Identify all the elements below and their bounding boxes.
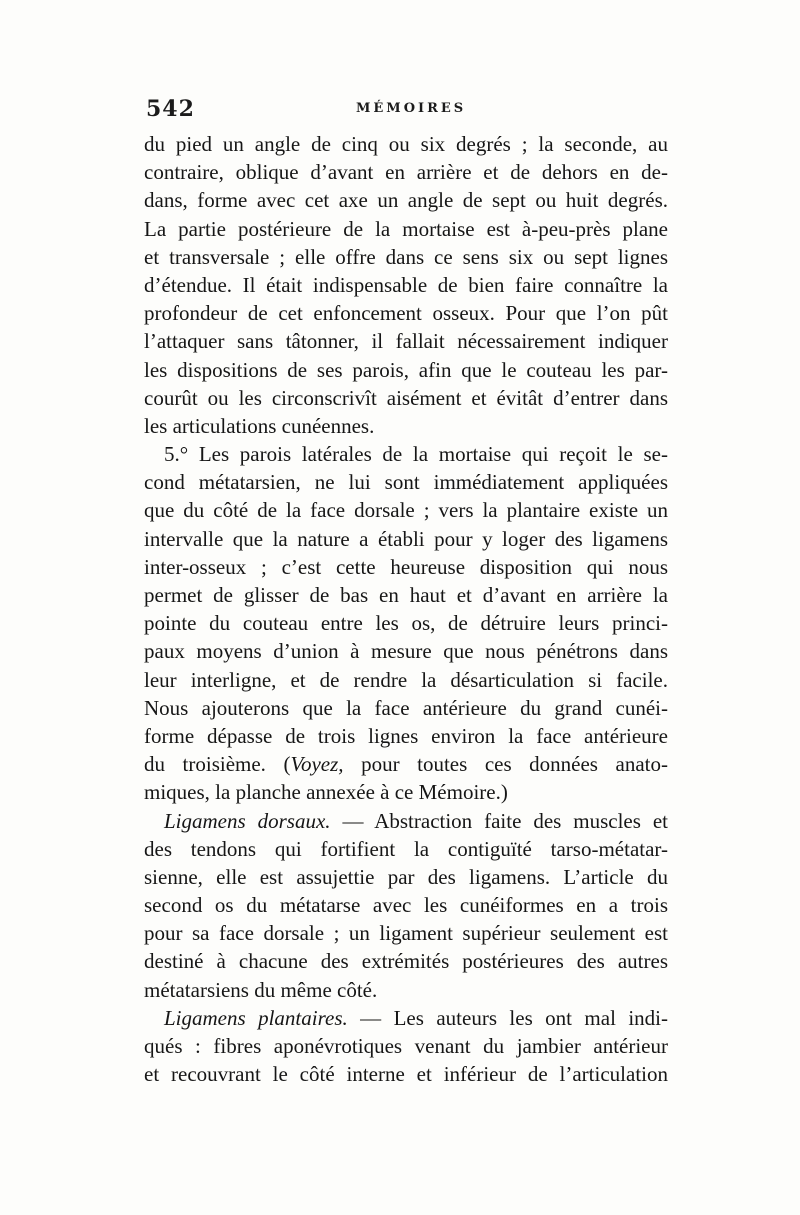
text-fragment: du troisième. ( [144,752,291,777]
text-line: second os du métatarse avec les cunéiformes en a trois [144,893,668,918]
text-line: les articulations cunéennes. [144,413,375,438]
text-line: et recouvrant le côté interne et inférieur de l’articulation [144,1062,668,1087]
text-line: dans, forme avec cet axe un angle de sept ou huit degrés. [144,188,668,213]
text-line [144,1004,668,1032]
body-text [144,130,668,1088]
text-line: Nous ajouterons que la face antérieure du grand cunéi- [144,695,668,720]
text-line: pointe du couteau entre les os, de détruire leurs princi- [144,611,668,636]
text-line: La partie postérieure de la mortaise est à-peu-près plane [144,216,668,241]
running-header [146,96,670,126]
text-line: des tendons qui fortifient la contiguïté tarso-métatar- [144,836,668,861]
text-line: qués : fibres aponévrotiques venant du jambier antérieur [144,1034,668,1058]
text-line: que du côté de la face dorsale ; vers la plantaire existe un [144,498,668,523]
section-heading-italic: Ligamens dorsaux. [164,808,331,833]
section-heading-italic: Ligamens plantaires. [164,1005,348,1030]
running-title: MÉMOIRES [356,101,467,116]
text-line [144,807,668,835]
text-line: 5.° Les parois latérales de la mortaise qui reçoit le se- [164,442,668,467]
page-number: 542 [146,96,195,122]
text-line: courût ou les circonscrivît aisément et évitât d’entrer dans [144,385,668,410]
text-line: leur interligne, et de rendre la désarticulation si facile. [144,667,668,692]
text-line: paux moyens d’union à mesure que nous pénétrons dans [144,639,668,664]
text-line: intervalle que la nature a établi pour y loger des ligamens [144,526,668,551]
text-fragment: pour toutes ces données anato- [343,752,668,777]
text-line: métatarsiens du même côté. [144,977,378,1002]
text-line: pour sa face dorsale ; un ligament supérieur seulement est [144,921,668,946]
text-line: l’attaquer sans tâtonner, il fallait nécessairement indiquer [144,329,668,354]
text-line: permet de glisser de bas en haut et d’avant en arrière la [144,583,668,607]
text-line: destiné à chacune des extrémités postérieures des autres [144,949,668,974]
text-line: profondeur de cet enfoncement osseux. Pour que l’on pût [144,301,668,326]
text-fragment-italic: Voyez, [290,752,344,777]
text-line: d’étendue. Il était indispensable de bien faire connaître la [144,272,668,297]
text-fragment: — Les auteurs les ont mal indi- [347,1005,668,1030]
text-line: contraire, oblique d’avant en arrière et de dehors en de- [144,160,668,185]
text-line: sienne, elle est assujettie par des ligamens. L’article du [144,864,668,889]
text-line: cond métatarsien, ne lui sont immédiatement appliquées [144,470,668,495]
text-line: du pied un angle de cinq ou six degrés ; la seconde, au [144,132,668,156]
text-line: inter-osseux ; c’est cette heureuse disposition qui nous [144,554,668,579]
text-line [144,750,668,778]
text-line: forme dépasse de trois lignes environ la face antérieure [144,723,668,748]
text-fragment: — Abstraction faite des muscles et [330,808,668,833]
text-line: les dispositions de ses parois, afin que le couteau les par- [144,357,668,382]
text-line: et transversale ; elle offre dans ce sens six ou sept lignes [144,244,668,269]
text-line: miques, la planche annexée à ce Mémoire.) [144,780,508,805]
